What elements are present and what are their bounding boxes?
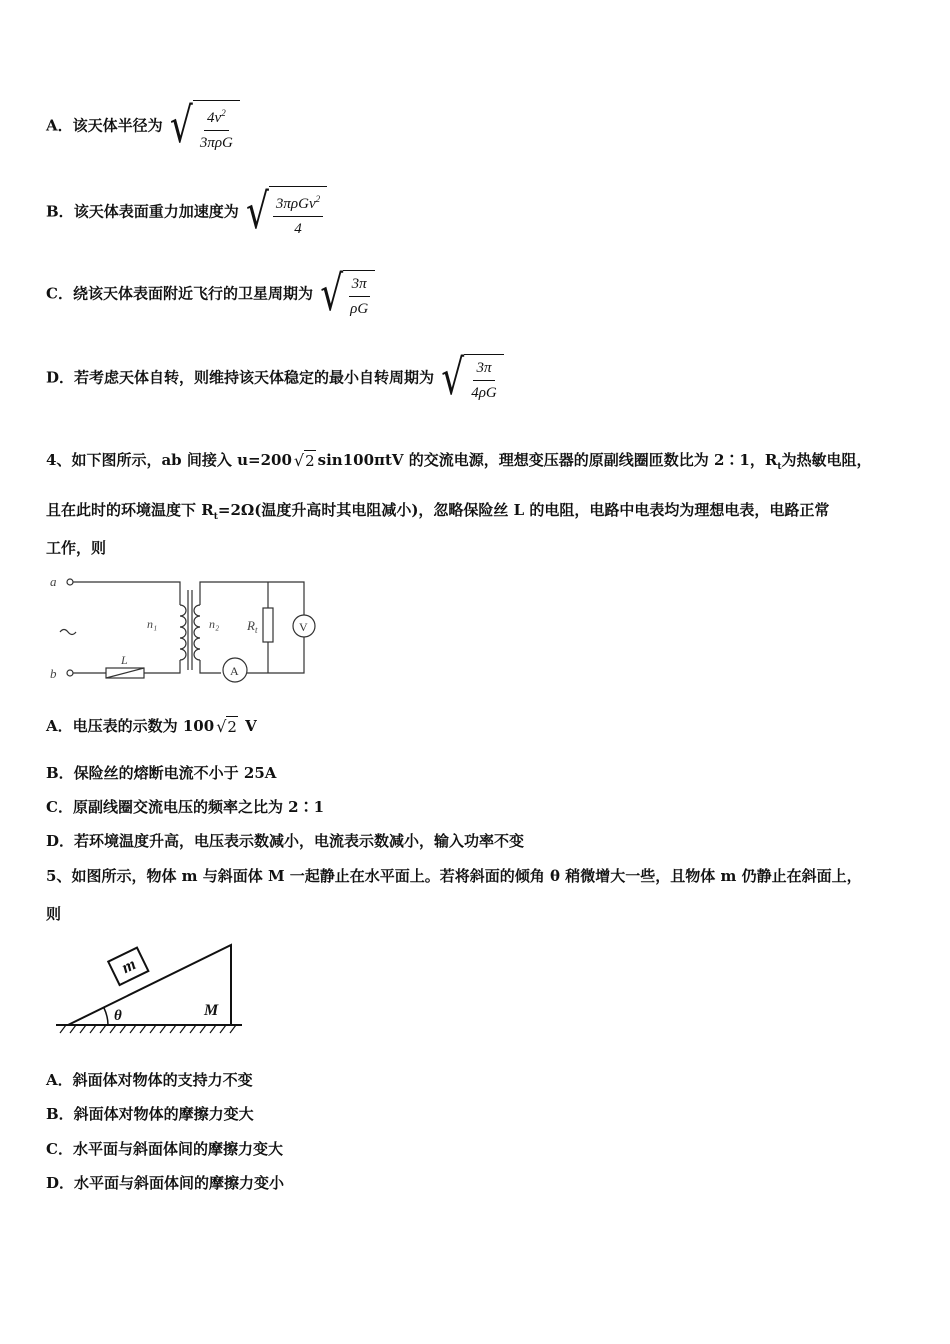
label-b: b: [50, 666, 57, 681]
q3-option-a-label: A．: [46, 116, 73, 135]
q4-sqrt-val: 2: [305, 452, 315, 470]
q3-a-num: 4v: [207, 110, 222, 126]
label-theta: θ: [114, 1008, 122, 1024]
q3-b-den: 4: [294, 221, 302, 237]
label-M: M: [204, 1002, 219, 1019]
q3-b-num: 3πρGv: [275, 196, 316, 212]
label-ammeter: A: [230, 664, 239, 678]
label-n1: n₁: [147, 617, 158, 631]
q5-option-c: C．水平面与斜面体间的摩擦力变大: [46, 1140, 283, 1158]
q4-circuit-diagram: [46, 570, 336, 690]
q3-option-d-formula: √ $\frac{3\pi}{4\rho G}$: [441, 354, 504, 403]
q5-option-d: D．水平面与斜面体间的摩擦力变小: [46, 1174, 285, 1192]
q3-option-b: [46, 186, 327, 239]
q3-option-d: [46, 350, 504, 406]
q4-option-a-pre: A．电压表的示数为 100: [46, 717, 215, 735]
q5-stem-line1: [46, 866, 862, 886]
label-n2: n₂: [209, 617, 220, 631]
q4-sqrt: √ 2: [293, 451, 315, 470]
q3-option-b-label: B．: [46, 202, 74, 221]
terminal-b: [67, 670, 73, 676]
q4-option-a-sqrt-val: 2: [227, 718, 237, 736]
q4-stem-line2: [46, 500, 829, 527]
label-v: V: [299, 620, 308, 634]
q3-c-num: 3π: [349, 274, 370, 297]
q5-option-a: A．斜面体对物体的支持力不变: [46, 1071, 253, 1089]
q4-option-a-post: V: [245, 717, 257, 735]
q3-a-sup: 2: [221, 108, 226, 118]
q4-sub-t1: t: [777, 462, 782, 472]
q3-option-b-text: 该天体表面重力加速度为: [73, 202, 239, 221]
terminal-a: [67, 579, 73, 585]
label-rt-main: R: [247, 618, 255, 633]
q5-number: 5、: [46, 867, 72, 885]
q3-d-den: 4ρG: [471, 385, 497, 401]
q3-option-c-label: C．: [46, 284, 73, 303]
q4-line2-pre: 且在此时的环境温度下 R: [46, 501, 214, 519]
q4-stem-line1: [46, 450, 872, 477]
q4-option-b: B．保险丝的熔断电流不小于 25A: [46, 764, 277, 782]
q4-line1-mid: sin100πtV 的交流电源，理想变压器的原副线圈匝数比为 2∶1，R: [317, 451, 778, 469]
q4-option-a: [46, 716, 257, 737]
q4-number: 4、: [46, 451, 72, 469]
q4-option-a-sqrt: √ 2: [216, 717, 237, 736]
label-a: a: [50, 574, 57, 589]
q3-option-b-formula: √ $\frac{3\pi\rho Gv^2}{4}$: [246, 186, 327, 239]
q4-stem-line3: 工作，则: [46, 539, 107, 557]
q3-option-c-text: 绕该天体表面附近飞行的卫星周期为: [72, 284, 313, 303]
q3-option-d-label: D．: [46, 368, 75, 387]
q5-incline-diagram: [46, 935, 251, 1045]
q3-b-sup: 2: [315, 194, 321, 204]
q4-option-d: D．若环境温度升高，电压表示数减小，电流表示数减小，输入功率不变: [46, 832, 525, 850]
q5-option-b: B．斜面体对物体的摩擦力变大: [46, 1105, 254, 1123]
q3-option-c-formula: √ $\frac{3\pi}{\rho G}$: [320, 270, 375, 319]
q4-line2-post: =2Ω(温度升高时其电阻减小)，忽略保险丝 L 的电阻，电路中电表均为理想电表，电路正常: [217, 501, 830, 519]
block-m: [108, 948, 148, 985]
q5-stem-line2: 则: [46, 905, 62, 923]
label-L: L: [121, 653, 128, 667]
label-rt: [246, 618, 258, 635]
q3-option-a-text: 该天体半径为: [72, 116, 163, 135]
q3-option-a: [46, 100, 240, 153]
q3-a-den: 3πρG: [199, 135, 233, 151]
q3-option-a-formula: √ $\frac{4v^2}{\text{3πρG}}$: [170, 100, 240, 153]
label-rt-sub: t: [254, 625, 258, 635]
q4-sub-t2: t: [213, 512, 218, 522]
q3-c-den: ρG: [350, 301, 369, 317]
q5-line1: 如图所示，物体 m 与斜面体 M 一起静止在水平面上。若将斜面的倾角 θ 稍微增大一些，且物体 m 仍静止在斜面上，: [71, 867, 862, 885]
q4-line1-pre: 如下图所示，ab 间接入 u=200: [71, 451, 292, 469]
q4-line1-post: 为热敏电阻，: [781, 451, 872, 469]
q3-option-d-text: 若考虑天体自转，则维持该天体稳定的最小自转周期为: [74, 368, 435, 387]
q3-d-num: 3π: [473, 358, 494, 381]
q4-option-c: C．原副线圈交流电压的频率之比为 2∶1: [46, 798, 325, 816]
label-m: m: [118, 954, 139, 978]
thermistor-Rt: [263, 608, 273, 642]
q3-option-c: [46, 266, 375, 322]
angle-arc: [104, 1008, 108, 1025]
